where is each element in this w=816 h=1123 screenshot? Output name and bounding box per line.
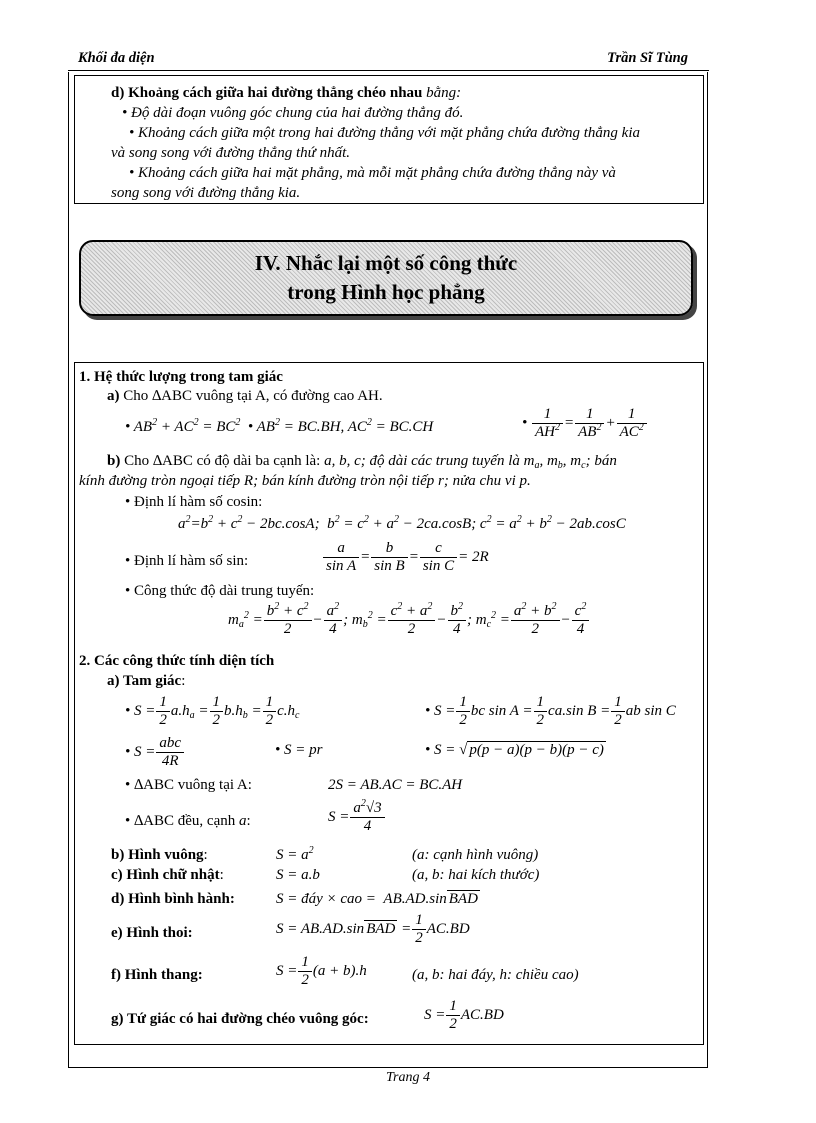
distance-line-3: và song song với đường thẳng thứ nhất. [111,145,351,161]
orthodiagonal-formula: S = $\frac{1}{2}$ AC.BD [424,998,504,1032]
sine-label: • Định lí hàm số sin: [125,553,249,569]
trapezoid-note: (a, b: hai đáy, h: chiều cao) [412,967,579,983]
square-label: b) Hình vuông: [111,847,208,863]
area-inradius-formula: • S = pr [275,742,323,758]
header-rule [68,70,709,71]
banner-line-1: IV. Nhắc lại một số công thức [254,251,518,275]
page-number: Trang 4 [386,1070,430,1085]
distance-line-5: song song với đường thẳng kia. [111,185,301,201]
square-formula: $S = a^2$ [276,845,314,863]
area-circumradius-formula: • S = $\frac{\text{abc}}{4R}$ [125,735,185,770]
distance-line-1: • Độ dài đoạn vuông góc chung của hai đường thẳng đó. [122,105,464,121]
s1-b-cont: kính đường tròn ngoại tiếp R; bán kính đường tròn nội tiếp r; nửa chu vi p. [79,473,531,489]
rectangle-note: (a, b: hai kích thước) [412,867,540,883]
equilateral-formula: S = $\frac{a^2√3}{4}$ [328,800,386,835]
rhombus-label: e) Hình thoi: [111,925,193,941]
altitude-formula: • $\frac{1}{AH^2}$ = $\frac{1}{AB^2}$ + $\frac{1}{AC^2}$ [522,406,648,441]
sine-formula: $\frac{a}{\text{sin A}}$ = $\frac{b}{\text{sin B}}$ = $\frac{c}{\text{sin C}}$ = 2R [322,540,489,575]
distance-line-4: • Khoảng cách giữa hai mặt phẳng, mà mỗi mặt phẳng chứa đường thẳng này và [129,165,616,181]
s2-title: 2. Các công thức tính diện tích [79,653,275,669]
right-triangle-formula: 2S = AB.AC = BC.AH [328,777,463,793]
header-right: Trần Sĩ Tùng [607,50,688,66]
s1-a: a) Cho ∆ABC vuông tại A, có đường cao AH. [107,388,383,404]
cosine-label: • Định lí hàm số cosin: [125,494,263,510]
rhombus-formula: S = AB.AD.sin BAD = $\frac{1}{2}$ AC.BD [276,912,470,946]
cosine-formula: $a^2=b^2 + c^2 - 2bc.\cos A$; $b^2 = c^2 + a^2 - 2ca.\cos B$; $c^2 = a^2 + b^2 - 2ab.\cos C$ [178,514,626,532]
square-note: (a: cạnh hình vuông) [412,847,539,863]
median-formula: $m_a^2$ = $\frac{b^2 + c^2}{2}$ − $\frac{a^2}{4}$ ; $m_b^2$ = $\frac{c^2 + a^2}{2}$ − $\frac{b^2}{4}$ ; $m_c^2$ = $\frac{a^2 + b^2}{2}$ − $\frac{c^2}{4}$ [228,603,590,638]
heron-formula: • S = √ p(p − a)(p − b)(p − c) [425,742,604,758]
trapezoid-label: f) Hình thang: [111,967,203,983]
parallelogram-formula: S = đáy × cao = AB.AD.sin BAD [276,891,478,907]
pythagoras-formula: • $AB^2 + AC^2 = BC^2$ • $AB^2 = BC.BH$, $AC^2 = BC.CH$ [125,417,434,435]
s2-a: a) Tam giác: [107,673,186,689]
right-triangle-label: • ∆ABC vuông tại A: [125,777,252,793]
banner-line-2: trong Hình học phẳng [287,280,485,304]
header-left: Khối đa diện [78,50,155,66]
area-height-formula: • S = $\frac{1}{2}$ $a.h_a$ = $\frac{1}{2}$ $b.h_b$ = $\frac{1}{2}$ $c.h_c$ [125,694,300,728]
section-banner [79,240,693,316]
trapezoid-formula: S = $\frac{1}{2}$ (a + b).h [276,954,367,988]
median-label: • Công thức độ dài trung tuyến: [125,583,315,599]
equilateral-label: • ∆ABC đều, cạnh a: [125,813,251,829]
distance-title: d) Khoảng cách giữa hai đường thẳng chéo nhau bằng: [111,85,462,101]
distance-line-2: • Khoảng cách giữa một trong hai đường thẳng với mặt phẳng chứa đường thẳng kia [129,125,640,141]
area-sine-formula: • S = $\frac{1}{2}$ bc sin A = $\frac{1}{2}$ ca.sin B = $\frac{1}{2}$ ab sin C [425,694,676,728]
rectangle-formula: S = a.b [276,867,320,883]
rectangle-label: c) Hình chữ nhật: [111,867,224,883]
s1-title: 1. Hệ thức lượng trong tam giác [79,369,283,385]
orthodiagonal-label: g) Tứ giác có hai đường chéo vuông góc: [111,1011,369,1027]
parallelogram-label: d) Hình bình hành: [111,891,235,907]
s1-b: b) Cho ∆ABC có độ dài ba cạnh là: a, b, c; độ dài các trung tuyến là $m_a$, $m_b$, $m_c$; bán [107,453,617,471]
